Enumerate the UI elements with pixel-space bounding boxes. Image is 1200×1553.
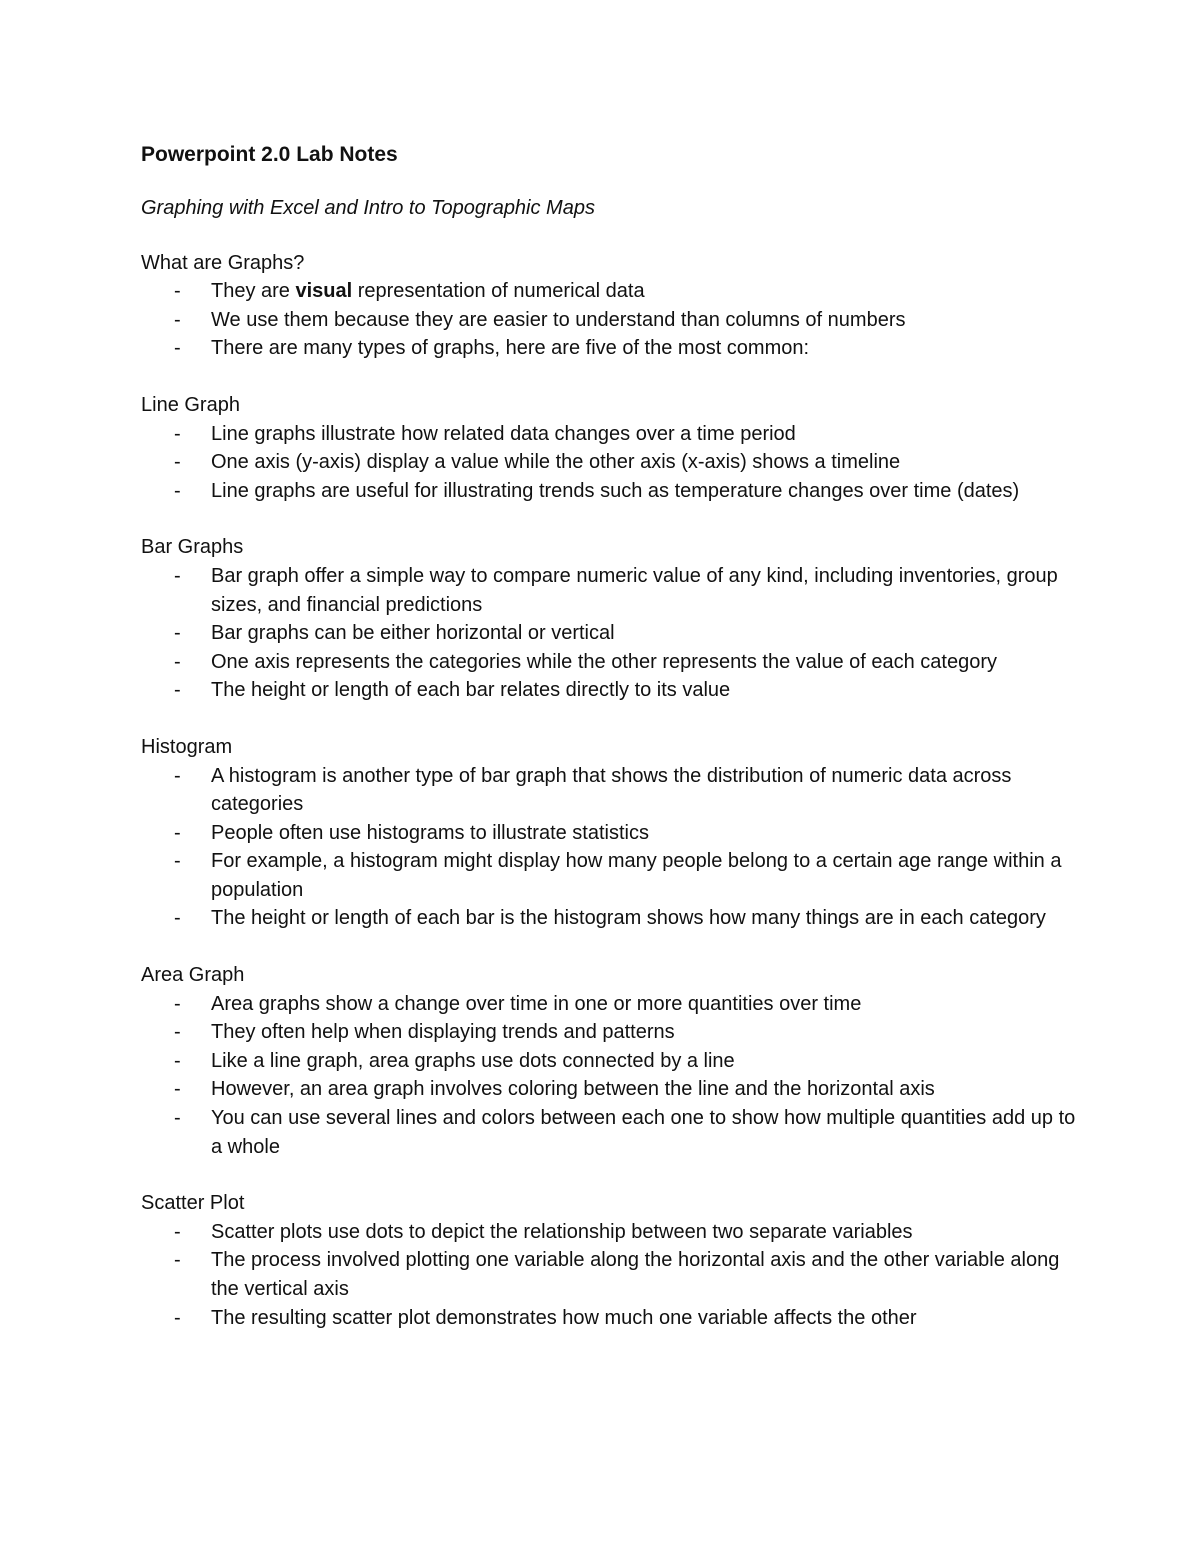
- bullet-text: [211, 280, 645, 302]
- bullet-text: Line graphs illustrate how related data changes over a time period: [211, 422, 796, 445]
- bullet-dash: -: [174, 1021, 181, 1044]
- bullet-text: They often help when displaying trends and patterns: [211, 1021, 675, 1044]
- bullet-text: The height or length of each bar is the histogram shows how many things are in each category: [211, 907, 1046, 930]
- bullet-text: Bar graphs can be either horizontal or vertical: [211, 622, 615, 645]
- list-item: [141, 306, 1081, 335]
- bullet-dash: -: [174, 564, 181, 587]
- bullet-dash: -: [174, 992, 181, 1015]
- bullet-dash: -: [174, 451, 181, 474]
- bullet-text: There are many types of graphs, here are five of the most common:: [211, 337, 810, 360]
- list-item: [141, 448, 1081, 477]
- section-heading: Histogram: [141, 735, 233, 758]
- list-item: [141, 1246, 1081, 1303]
- bullet-text: Bar graph offer a simple way to compare numeric value of any kind, including inventories, group sizes, and financial predictions: [211, 564, 1058, 616]
- bullet-text-bold: visual: [295, 280, 353, 303]
- list-item: [141, 619, 1081, 648]
- bullet-dash: -: [174, 1220, 181, 1243]
- list-item: [141, 334, 1081, 363]
- list-item: [141, 1047, 1081, 1076]
- bullet-dash: -: [174, 479, 181, 502]
- document-subtitle: Graphing with Excel and Intro to Topographic Maps: [141, 197, 595, 219]
- list-item: [141, 277, 1081, 306]
- section: [141, 391, 1081, 505]
- bullet-list: [141, 562, 1081, 705]
- bullet-dash: -: [174, 1107, 181, 1130]
- document-page: [141, 140, 1081, 1360]
- section-heading: Scatter Plot: [141, 1192, 245, 1215]
- section-heading: Bar Graphs: [141, 536, 244, 559]
- bullet-text: Like a line graph, area graphs use dots connected by a line: [211, 1049, 735, 1072]
- section: [141, 1189, 1081, 1332]
- bullet-dash: -: [174, 907, 181, 930]
- list-item: [141, 477, 1081, 506]
- list-item: [141, 420, 1081, 449]
- bullet-dash: -: [174, 1049, 181, 1072]
- bullet-list: [141, 420, 1081, 506]
- bullet-dash: -: [174, 337, 181, 360]
- list-item: [141, 1075, 1081, 1104]
- list-item: [141, 847, 1081, 904]
- section-heading: Area Graph: [141, 964, 245, 987]
- bullet-dash: -: [174, 622, 181, 645]
- bullet-text-pre: They are: [211, 280, 296, 303]
- list-item: [141, 562, 1081, 619]
- bullet-dash: -: [174, 679, 181, 702]
- bullet-dash: -: [174, 1306, 181, 1329]
- bullet-dash: -: [174, 1249, 181, 1272]
- bullet-text: The height or length of each bar relates directly to its value: [211, 679, 731, 702]
- bullet-text: Line graphs are useful for illustrating trends such as temperature changes over time (dates): [211, 479, 1020, 502]
- bullet-text: The resulting scatter plot demonstrates how much one variable affects the other: [211, 1306, 917, 1329]
- section: [141, 533, 1081, 705]
- list-item: [141, 648, 1081, 677]
- bullet-text: Area graphs show a change over time in one or more quantities over time: [211, 992, 862, 1015]
- list-item: [141, 819, 1081, 848]
- bullet-dash: -: [174, 850, 181, 873]
- bullet-text: One axis (y-axis) display a value while the other axis (x-axis) shows a timeline: [211, 451, 901, 474]
- bullet-dash: -: [174, 1078, 181, 1101]
- bullet-dash: -: [174, 650, 181, 673]
- bullet-dash: -: [174, 422, 181, 445]
- section-heading: What are Graphs?: [141, 251, 305, 274]
- list-item: [141, 1104, 1081, 1161]
- bullet-list: [141, 277, 1081, 363]
- bullet-text: Scatter plots use dots to depict the relationship between two separate variables: [211, 1220, 913, 1243]
- section-heading: Line Graph: [141, 393, 240, 416]
- bullet-list: [141, 990, 1081, 1162]
- bullet-dash: -: [174, 308, 181, 331]
- bullet-text: A histogram is another type of bar graph that shows the distribution of numeric data across categories: [211, 764, 1012, 816]
- bullet-dash: -: [174, 821, 181, 844]
- list-item: [141, 676, 1081, 705]
- list-item: [141, 990, 1081, 1019]
- bullet-dash: -: [174, 764, 181, 787]
- list-item: [141, 1218, 1081, 1247]
- list-item: [141, 904, 1081, 933]
- list-item: [141, 1304, 1081, 1333]
- list-item: [141, 762, 1081, 819]
- bullet-text: We use them because they are easier to understand than columns of numbers: [211, 308, 906, 331]
- list-item: [141, 1018, 1081, 1047]
- bullet-text: People often use histograms to illustrate statistics: [211, 821, 649, 844]
- bullet-text-post: representation of numerical data: [352, 280, 645, 303]
- bullet-list: [141, 1218, 1081, 1332]
- bullet-text: However, an area graph involves coloring between the line and the horizontal axis: [211, 1078, 935, 1101]
- bullet-dash: -: [174, 280, 181, 303]
- sections-container: [141, 249, 1081, 1333]
- section: [141, 249, 1081, 363]
- section: [141, 733, 1081, 933]
- section: [141, 961, 1081, 1161]
- document-title: Powerpoint 2.0 Lab Notes: [141, 143, 398, 166]
- bullet-text: One axis represents the categories while the other represents the value of each category: [211, 650, 998, 673]
- bullet-text: The process involved plotting one variable along the horizontal axis and the other variable along the vertical axis: [211, 1249, 1060, 1300]
- bullet-text: You can use several lines and colors between each one to show how multiple quantities add up to a whole: [211, 1107, 1076, 1158]
- bullet-list: [141, 762, 1081, 934]
- bullet-text: For example, a histogram might display how many people belong to a certain age range within a population: [211, 850, 1062, 901]
